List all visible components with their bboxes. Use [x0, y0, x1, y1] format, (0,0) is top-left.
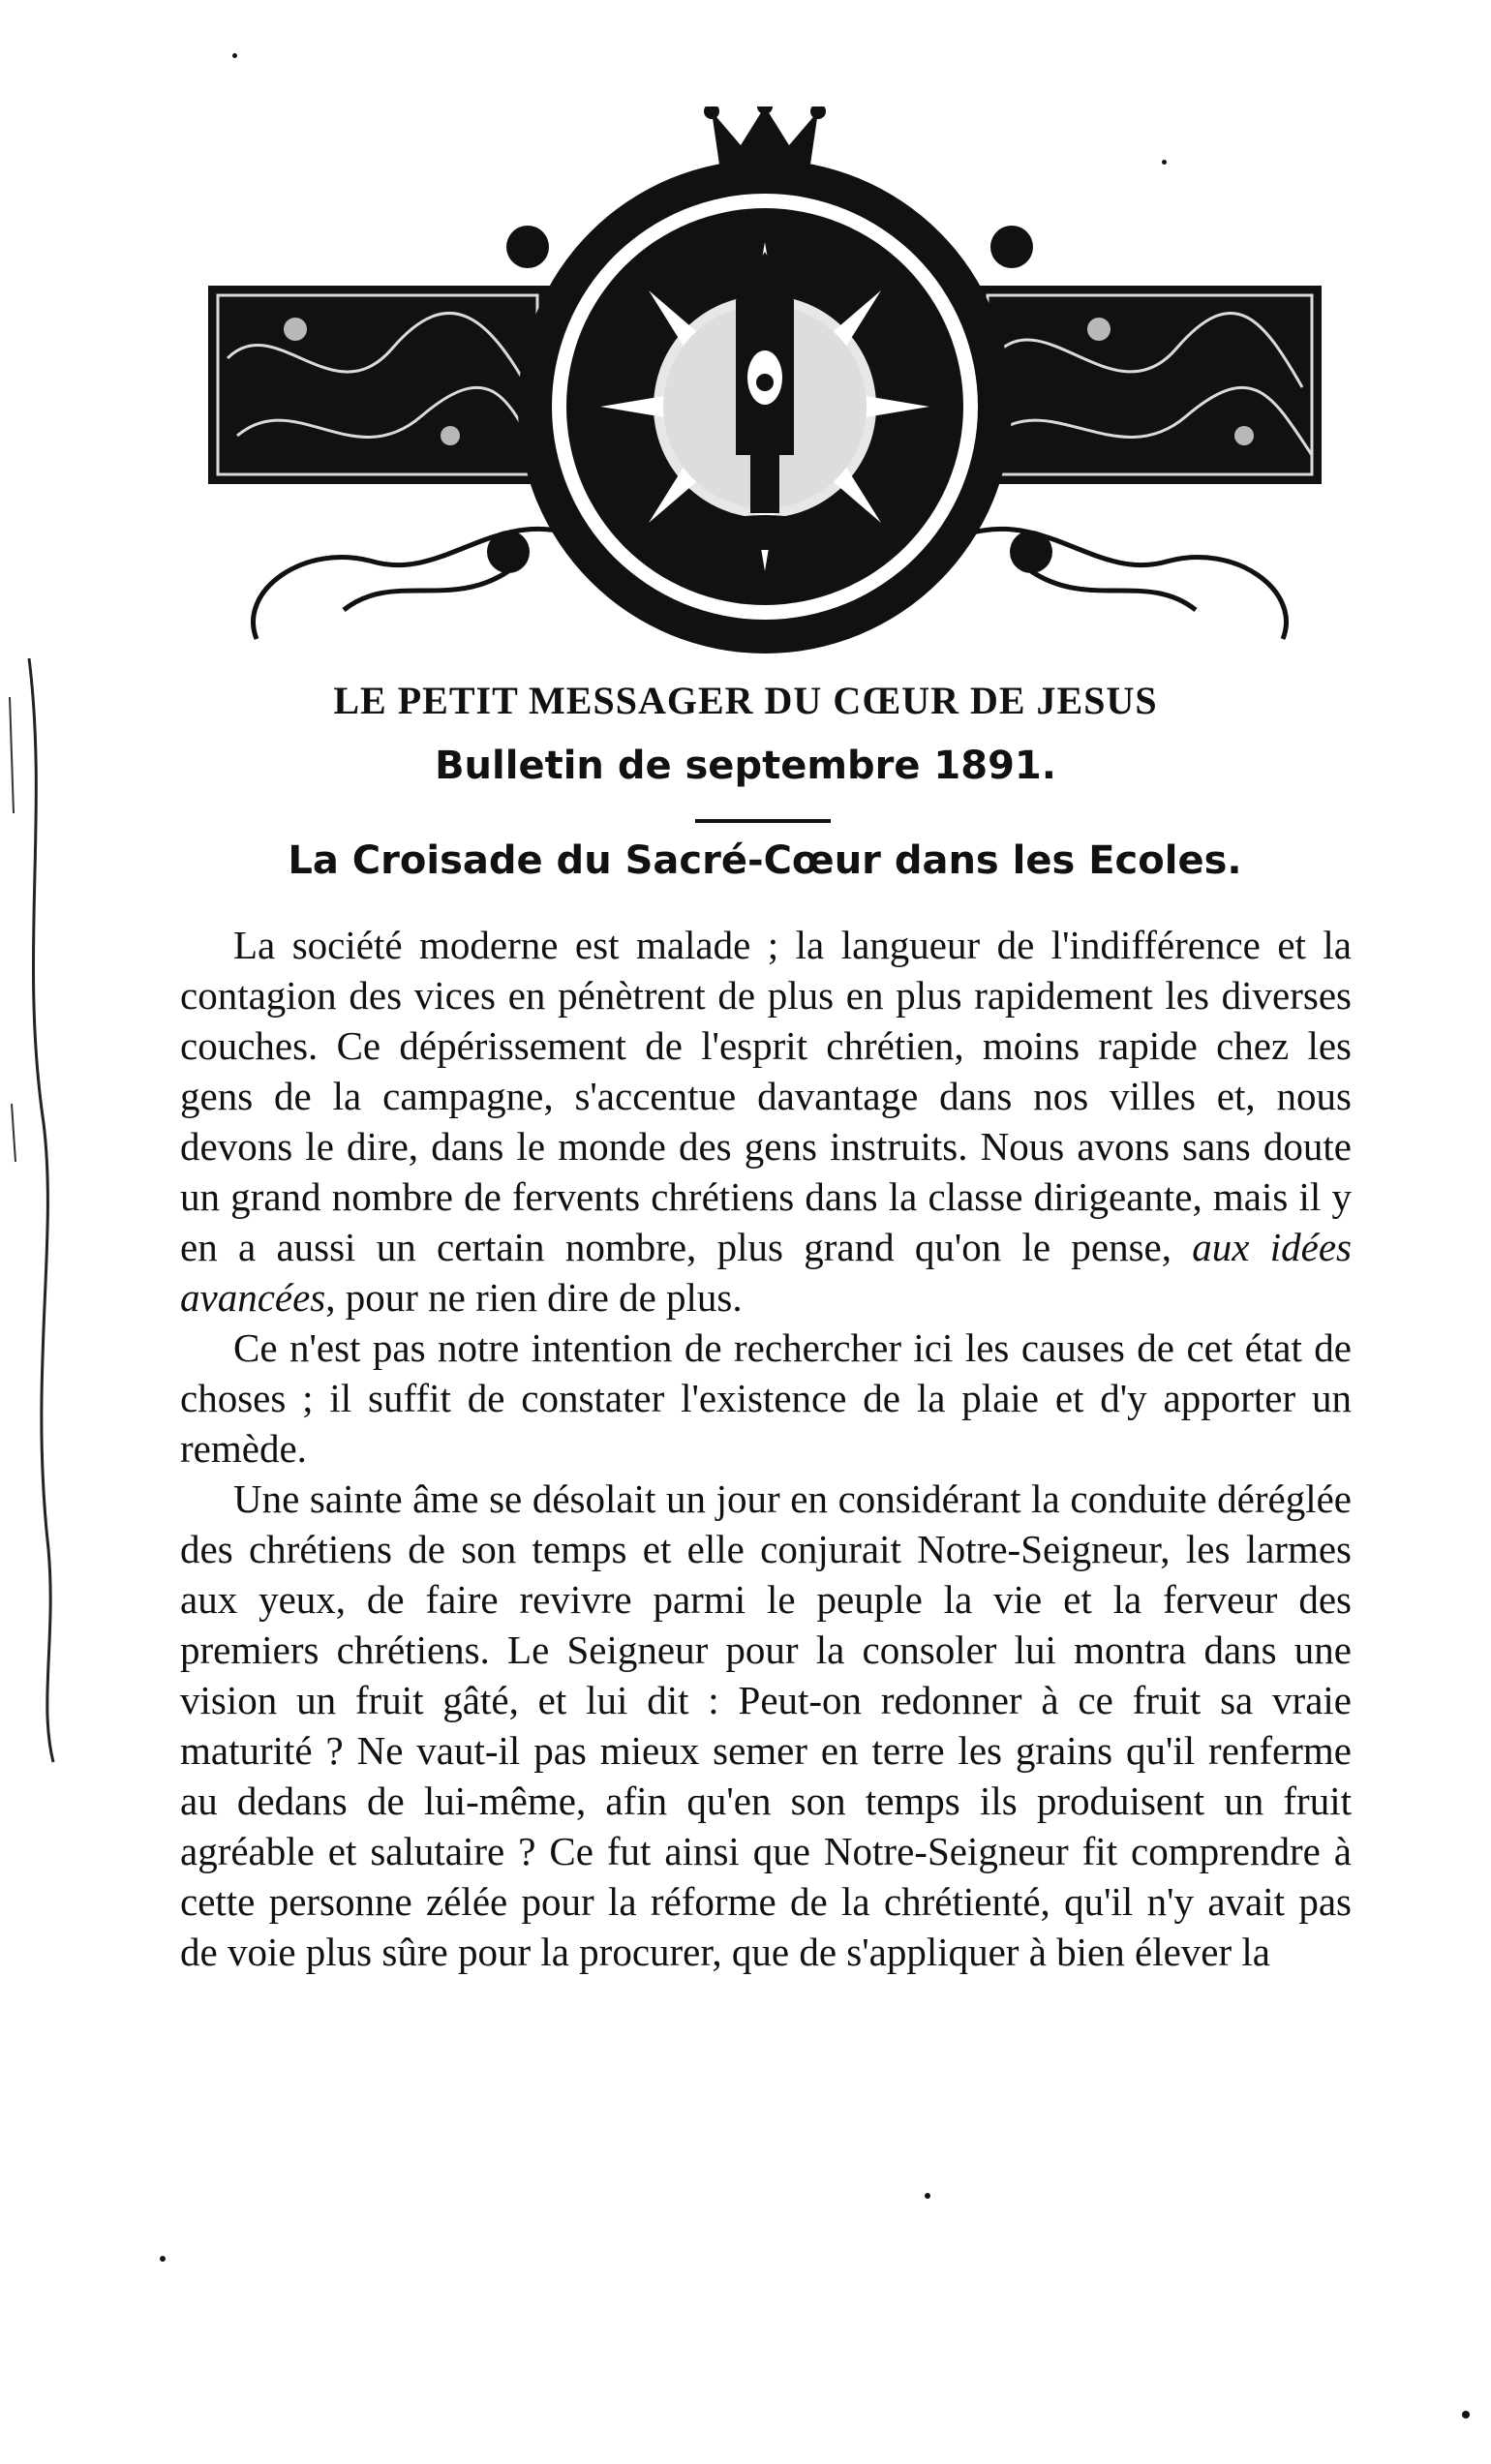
ink-speck: [232, 53, 237, 58]
binding-marks: [0, 620, 77, 1781]
ink-speck: [160, 2256, 166, 2262]
article-body: [180, 920, 1352, 1977]
paragraph-1: La société moderne est malade ; la langueur de l'indifférence et la contagion des vices en pénètrent de plus en plus rapidement les diverses couches. Ce dépérissement de l'esprit chrétien, moins rapide chez les gens de la campagne, s'accentue davantage dans nos villes et, nous devons le dire, dans le monde des gens instruits. Nous avons sans doute un grand nombre de fervents chrétiens dans la classe dirigeante, mais il y en a aussi un certain nombre, plus grand qu'on le pense, aux idées avancées, pour ne rien dire de plus.: [180, 923, 1352, 1320]
article-heading: La Croisade du Sacré-Cœur dans les Ecoles.: [288, 838, 1242, 883]
ink-speck: [925, 2193, 930, 2199]
divider-rule: [695, 819, 831, 823]
paragraph-3: Une sainte âme se désolait un jour en considérant la conduite déréglée des chrétiens de son temps et elle conjurait Notre-Seigneur, les larmes aux yeux, de faire revivre parmi le peuple la vie et la ferveur des premiers chrétiens. Le Seigneur pour la consoler lui montra dans une vision un fruit gâté, et lui dit : Peut-on redonner à ce fruit sa vraie maturité ? Ne vaut-il pas mieux semer en terre les grains qu'il renferme au dedans de lui-même, afin qu'en son temps ils produisent un fruit agréable et salutaire ? Ce fut ainsi que Notre-Seigneur fit comprendre à cette personne zélée pour la réforme de la chrétienté, qu'il n'y avait pas de voie plus sûre pour la procurer, que de s'appliquer à bien élever la: [180, 1476, 1352, 1974]
ink-speck: [1462, 2411, 1470, 2418]
bulletin-date: Bulletin de septembre 1891.: [435, 744, 1056, 788]
paragraph-2: Ce n'est pas notre intention de rechercher ici les causes de cet état de choses ; il suffit de constater l'existence de la plaie et d'y apporter un remède.: [180, 1325, 1352, 1471]
emphasized-phrase: aux idées avancées: [180, 1225, 1352, 1320]
header-ornament-icon: [198, 106, 1331, 668]
journal-title: LE PETIT MESSAGER DU CŒUR DE JESUS: [333, 679, 1158, 722]
ink-speck: [1162, 160, 1167, 165]
